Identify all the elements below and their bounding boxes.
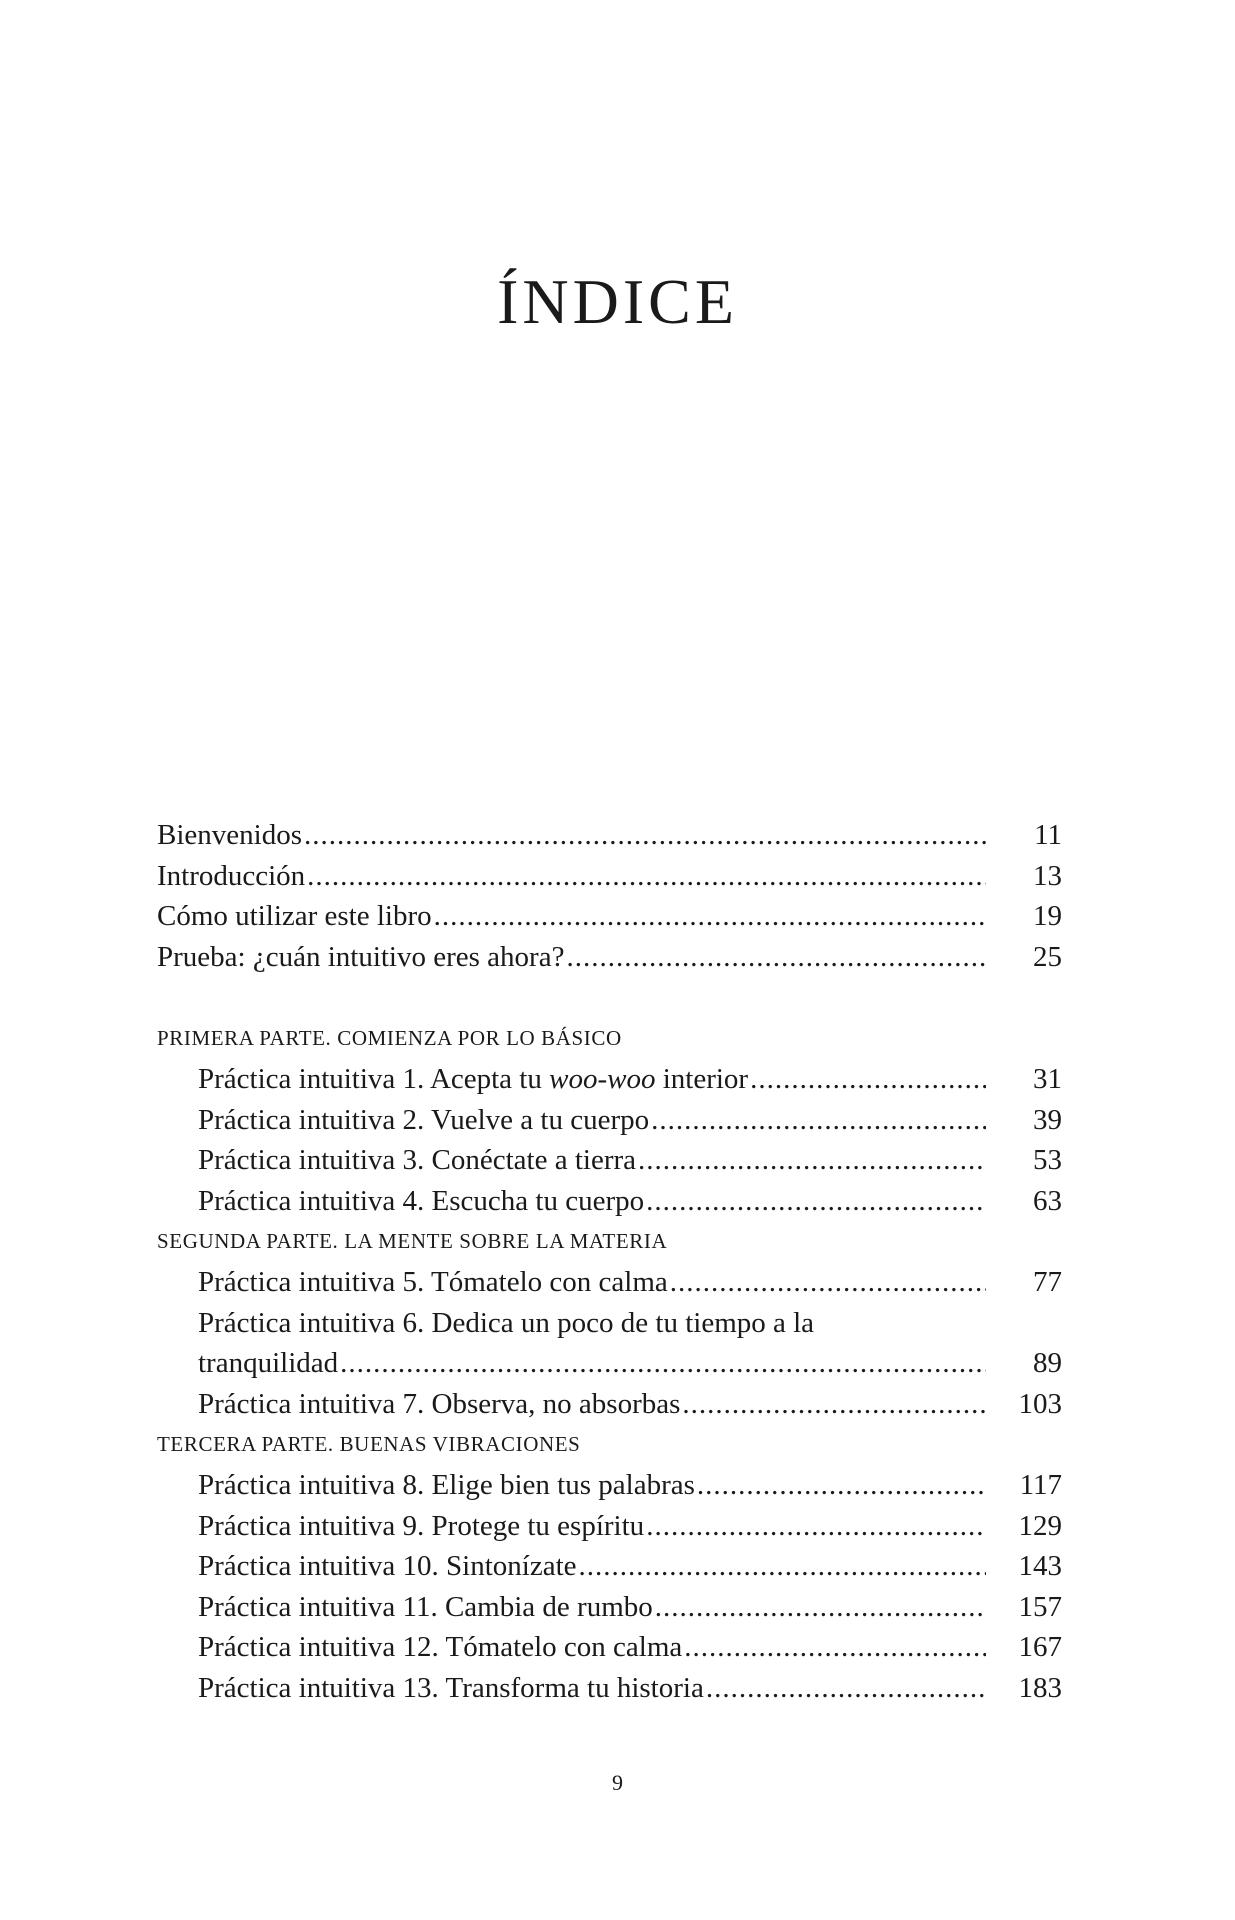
dot-leader: [579, 1546, 986, 1587]
toc-entry-page: 31: [1033, 1062, 1062, 1095]
dot-leader: [434, 896, 986, 937]
toc-entry-title: Prueba: ¿cuán intuitivo eres ahora?: [157, 940, 565, 973]
title-italic: woo-woo: [549, 1062, 656, 1095]
toc-entry-practica-5[interactable]: [157, 1262, 1062, 1303]
dot-leader: [655, 1587, 986, 1628]
toc-entry-page: 143: [1018, 1550, 1062, 1583]
toc-entry-como-utilizar[interactable]: [157, 896, 1062, 937]
toc-entry-practica-10[interactable]: [157, 1546, 1062, 1587]
toc-entry-page: 157: [1018, 1590, 1062, 1623]
toc-entry-page: 53: [1033, 1144, 1062, 1177]
toc-entry-title: tranquilidad: [198, 1347, 339, 1380]
toc-entry-page: 39: [1033, 1103, 1062, 1136]
toc-entry-title: Práctica intuitiva 10. Sintonízate: [198, 1550, 577, 1583]
title-part: Práctica intuitiva 1. Acepta tu: [198, 1062, 550, 1095]
toc-entry-title: Práctica intuitiva 9. Protege tu espíritu: [198, 1509, 645, 1542]
toc-entry-bienvenidos[interactable]: [157, 815, 1062, 856]
toc-entry-page: 11: [1034, 819, 1062, 851]
dot-leader: [307, 856, 986, 897]
part-heading-3[interactable]: TERCERA PARTE. BUENAS VIBRACIONES: [157, 1432, 581, 1457]
dot-leader: [682, 1384, 986, 1425]
toc-entry-page: 63: [1033, 1184, 1062, 1217]
toc-entry-practica-11[interactable]: [157, 1587, 1062, 1628]
toc-entry-title: Práctica intuitiva 12. Tómatelo con calma: [198, 1631, 683, 1664]
toc-entry-page: 103: [1018, 1387, 1062, 1420]
toc-entry-practica-8[interactable]: [157, 1465, 1062, 1506]
toc-entry-title: Práctica intuitiva 4. Escucha tu cuerpo: [198, 1184, 645, 1217]
toc-entry-page: 117: [1019, 1468, 1062, 1501]
dot-leader: [697, 1465, 986, 1506]
toc-entry-title: Práctica intuitiva 13. Transforma tu historia: [198, 1671, 704, 1704]
toc-entry-practica-13[interactable]: [157, 1668, 1062, 1709]
toc-entry-title: Práctica intuitiva 2. Vuelve a tu cuerpo: [198, 1103, 650, 1136]
toc-entry-title: Introducción: [157, 859, 306, 892]
toc-entry-title: Práctica intuitiva 11. Cambia de rumbo: [198, 1590, 653, 1623]
toc-entry-title: Práctica intuitiva 5. Tómatelo con calma: [198, 1265, 668, 1298]
toc-entry-prueba[interactable]: [157, 937, 1062, 978]
toc-entry-introduccion[interactable]: [157, 856, 1062, 897]
part-heading-1[interactable]: PRIMERA PARTE. COMIENZA POR LO BÁSICO: [157, 1026, 622, 1051]
toc-entry-page: 19: [1033, 900, 1062, 933]
toc-entry-practica-6-line2[interactable]: [157, 1343, 1062, 1384]
toc-entry-practica-12[interactable]: [157, 1627, 1062, 1668]
dot-leader: [750, 1059, 986, 1100]
toc-entry-page: 183: [1018, 1671, 1062, 1704]
toc-entry-practica-6-line1[interactable]: Práctica intuitiva 6. Dedica un poco de tu tiempo a la: [198, 1306, 815, 1339]
section-spacer: [157, 977, 1062, 1018]
toc-entry-title: Práctica intuitiva 8. Elige bien tus palabras: [198, 1468, 695, 1501]
dot-leader: [684, 1627, 986, 1668]
dot-leader: [340, 1343, 986, 1384]
toc-entry-practica-3[interactable]: [157, 1140, 1062, 1181]
dot-leader: [651, 1100, 986, 1141]
toc-entry-title: [198, 1059, 748, 1100]
dot-leader: [566, 937, 986, 978]
toc-entry-practica-7[interactable]: [157, 1384, 1062, 1425]
toc-entry-title: Práctica intuitiva 7. Observa, no absorbas: [198, 1387, 681, 1420]
part-heading-2[interactable]: SEGUNDA PARTE. LA MENTE SOBRE LA MATERIA: [157, 1229, 668, 1254]
toc-entry-practica-4[interactable]: [157, 1181, 1062, 1222]
dot-leader: [646, 1506, 986, 1547]
toc-entry-title: Bienvenidos: [157, 819, 302, 851]
toc-entry-page: 25: [1033, 940, 1062, 973]
toc-entry-page: 89: [1033, 1347, 1062, 1380]
page-number: 9: [612, 1770, 623, 1795]
toc-entry-title: Cómo utilizar este libro: [157, 900, 432, 933]
dot-leader: [706, 1668, 986, 1709]
toc-entry-page: 77: [1033, 1265, 1062, 1298]
dot-leader: [638, 1140, 986, 1181]
toc-entry-title: Práctica intuitiva 3. Conéctate a tierra: [198, 1144, 637, 1177]
toc-entry-practica-1[interactable]: [157, 1059, 1062, 1100]
toc-entry-practica-2[interactable]: [157, 1100, 1062, 1141]
toc-entry-page: 167: [1018, 1631, 1062, 1664]
toc-entry-page: 129: [1018, 1509, 1062, 1542]
toc-entry-practica-9[interactable]: [157, 1506, 1062, 1547]
table-of-contents: [157, 815, 1062, 1708]
dot-leader: [670, 1262, 986, 1303]
toc-entry-page: 13: [1033, 859, 1062, 892]
dot-leader: [646, 1181, 986, 1222]
dot-leader: [304, 815, 986, 856]
title-part: interior: [655, 1062, 749, 1095]
page-title: ÍNDICE: [497, 266, 738, 337]
